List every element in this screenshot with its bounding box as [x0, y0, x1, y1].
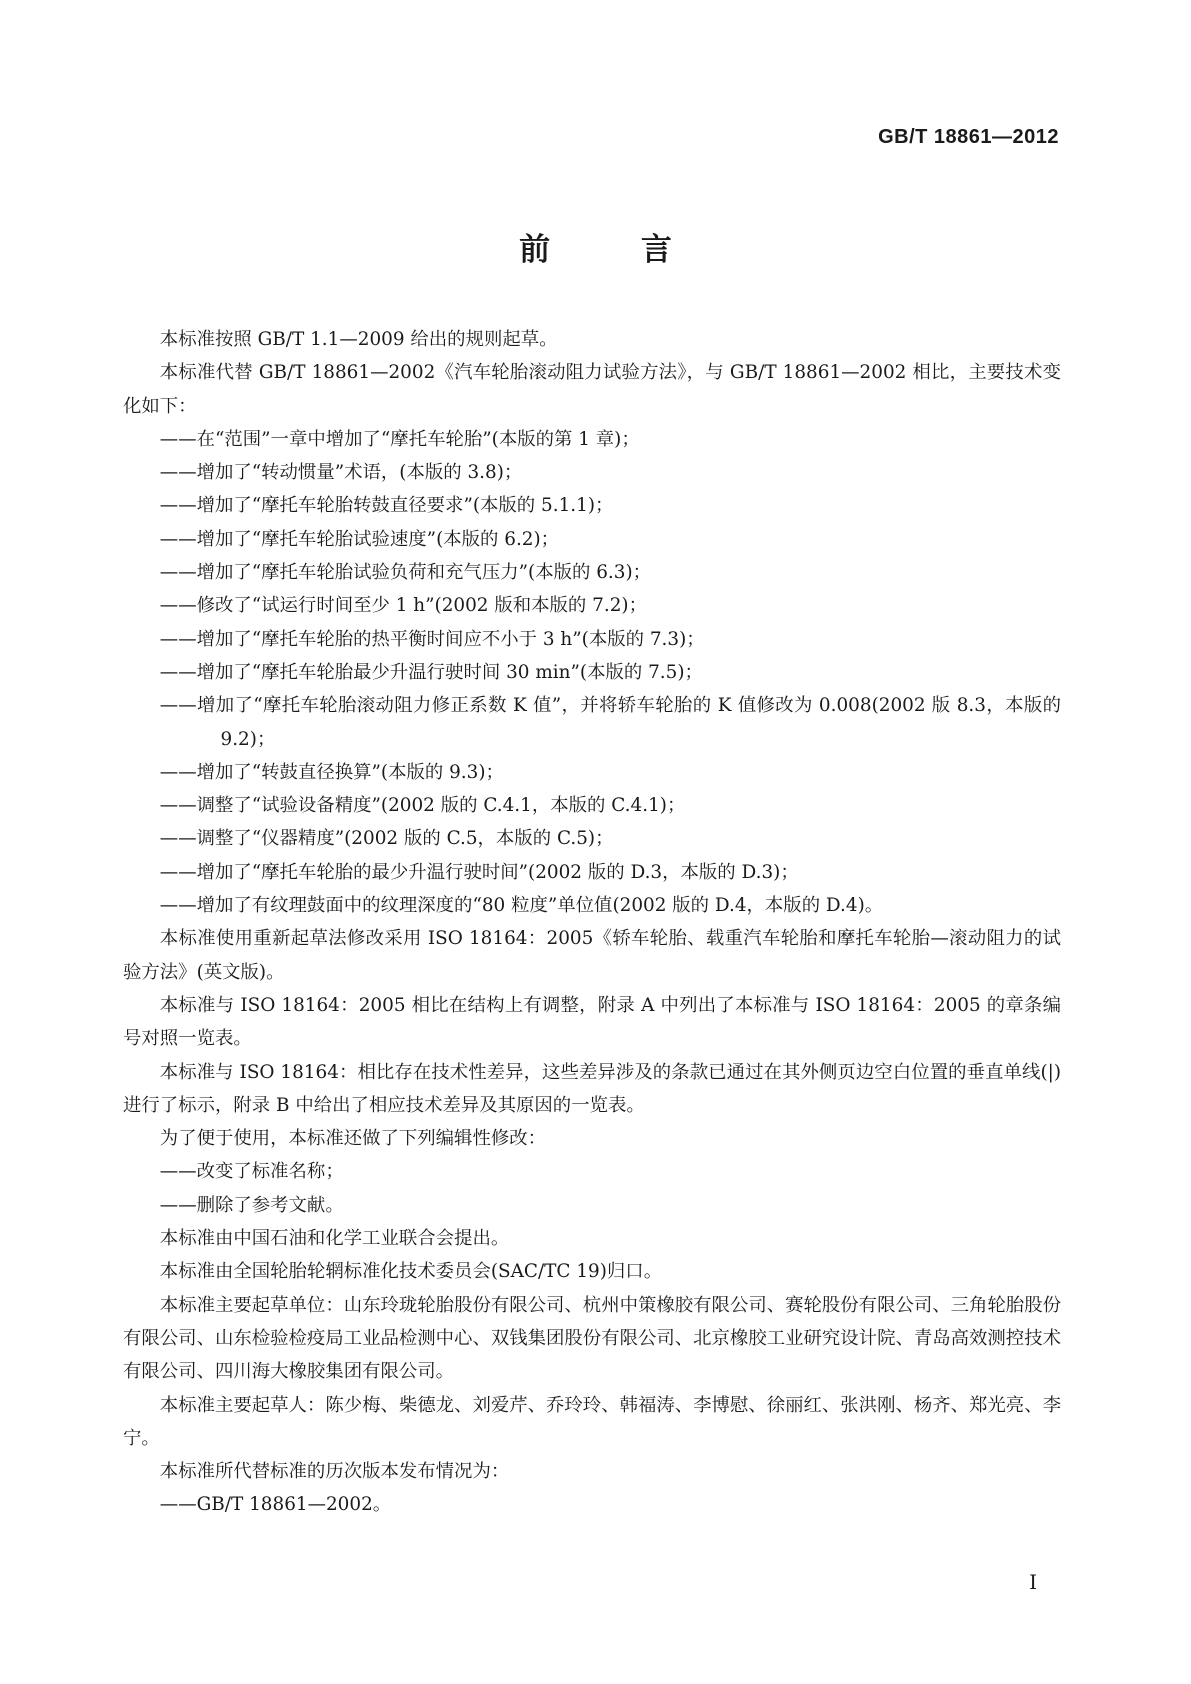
page-title: 前 言 [519, 232, 712, 268]
paragraph: 本标准代替 GB/T 18861—2002《汽车轮胎滚动阻力试验方法》，与 GB/T 18861—2002 相比，主要技术变化如下： [123, 362, 1061, 417]
list-item: ——增加了“摩托车轮胎试验速度”(本版的 6.2)； [159, 528, 560, 550]
paragraph: 本标准所代替标准的历次版本发布情况为： [159, 1461, 510, 1483]
paragraph: 为了便于使用，本标准还做了下列编辑性修改： [159, 1128, 547, 1150]
list-item: ——增加了“摩托车轮胎滚动阻力修正系数 K 值”，并将轿车轮胎的 K 值修改为 0.008(2002 版 8.3，本版的 9.2)； [159, 695, 1061, 750]
paragraph: 本标准由中国石油和化学工业联合会提出。 [159, 1228, 510, 1250]
list-item: ——增加了“摩托车轮胎的热平衡时间应不小于 3 h”(本版的 7.3)； [159, 628, 705, 650]
list-item: ——增加了“摩托车轮胎最少升温行驶时间 30 min”(本版的 7.5)； [159, 661, 703, 683]
list-item: ——增加了“摩托车轮胎转鼓直径要求”(本版的 5.1.1)； [159, 495, 614, 517]
list-item: ——增加了“转动惯量”术语，(本版的 3.8)； [159, 462, 523, 484]
paragraph: 本标准主要起草人：陈少梅、柴德龙、刘爱芹、乔玲玲、韩福涛、李博慰、徐丽红、张洪刚、杨齐、郑光亮、李宁。 [123, 1394, 1061, 1449]
document-body [123, 323, 1061, 1522]
standard-code: GB/T 18861—2012 [878, 126, 1059, 148]
list-item: ——调整了“试验设备精度”(2002 版的 C.4.1，本版的 C.4.1)； [159, 795, 686, 817]
list-item: ——GB/T 18861—2002。 [159, 1494, 392, 1516]
paragraph: 本标准主要起草单位：山东玲珑轮胎股份有限公司、杭州中策橡胶有限公司、赛轮股份有限公司、三角轮胎股份有限公司、山东检验检疫局工业品检测中心、双钱集团股份有限公司、北京橡胶工业研究设计院、青岛高效测控技术有限公司、四川海大橡胶集团有限公司。 [123, 1294, 1061, 1383]
paragraph: 本标准按照 GB/T 1.1—2009 给出的规则起草。 [159, 329, 558, 350]
list-item: ——在“范围”一章中增加了“摩托车轮胎”(本版的第 1 章)； [159, 428, 640, 450]
list-item: ——增加了“摩托车轮胎试验负荷和充气压力”(本版的 6.3)； [159, 562, 652, 584]
list-item: ——增加了“摩托车轮胎的最少升温行驶时间”(2002 版的 D.3，本版的 D.3)； [159, 861, 799, 883]
list-item: ——增加了有纹理鼓面中的纹理深度的“80 粒度”单位值(2002 版的 D.4，本版的 D.4)。 [159, 895, 884, 917]
page-number: I [1029, 1570, 1037, 1594]
list-item: ——改变了标准名称； [159, 1161, 344, 1183]
list-item: ——删除了参考文献。 [159, 1194, 344, 1216]
list-item: ——修改了“试运行时间至少 1 h”(2002 版和本版的 7.2)； [159, 595, 647, 617]
paragraph: 本标准使用重新起草法修改采用 ISO 18164：2005《轿车轮胎、载重汽车轮胎和摩托车轮胎—滚动阻力的试验方法》(英文版)。 [123, 928, 1061, 983]
paragraph: 本标准由全国轮胎轮辋标准化技术委员会(SAC/TC 19)归口。 [159, 1261, 663, 1283]
list-item: ——增加了“转鼓直径换算”(本版的 9.3)； [159, 761, 504, 783]
paragraph: 本标准与 ISO 18164：2005 相比在结构上有调整，附录 A 中列出了本标准与 ISO 18164：2005 的章条编号对照一览表。 [123, 994, 1061, 1050]
list-item: ——调整了“仪器精度”(2002 版的 C.5，本版的 C.5)； [159, 828, 614, 850]
paragraph: 本标准与 ISO 18164：相比存在技术性差异，这些差异涉及的条款已通过在其外侧页边空白位置的垂直单线(|)进行了标示，附录 B 中给出了相应技术差异及其原因的一览表。 [123, 1061, 1061, 1116]
